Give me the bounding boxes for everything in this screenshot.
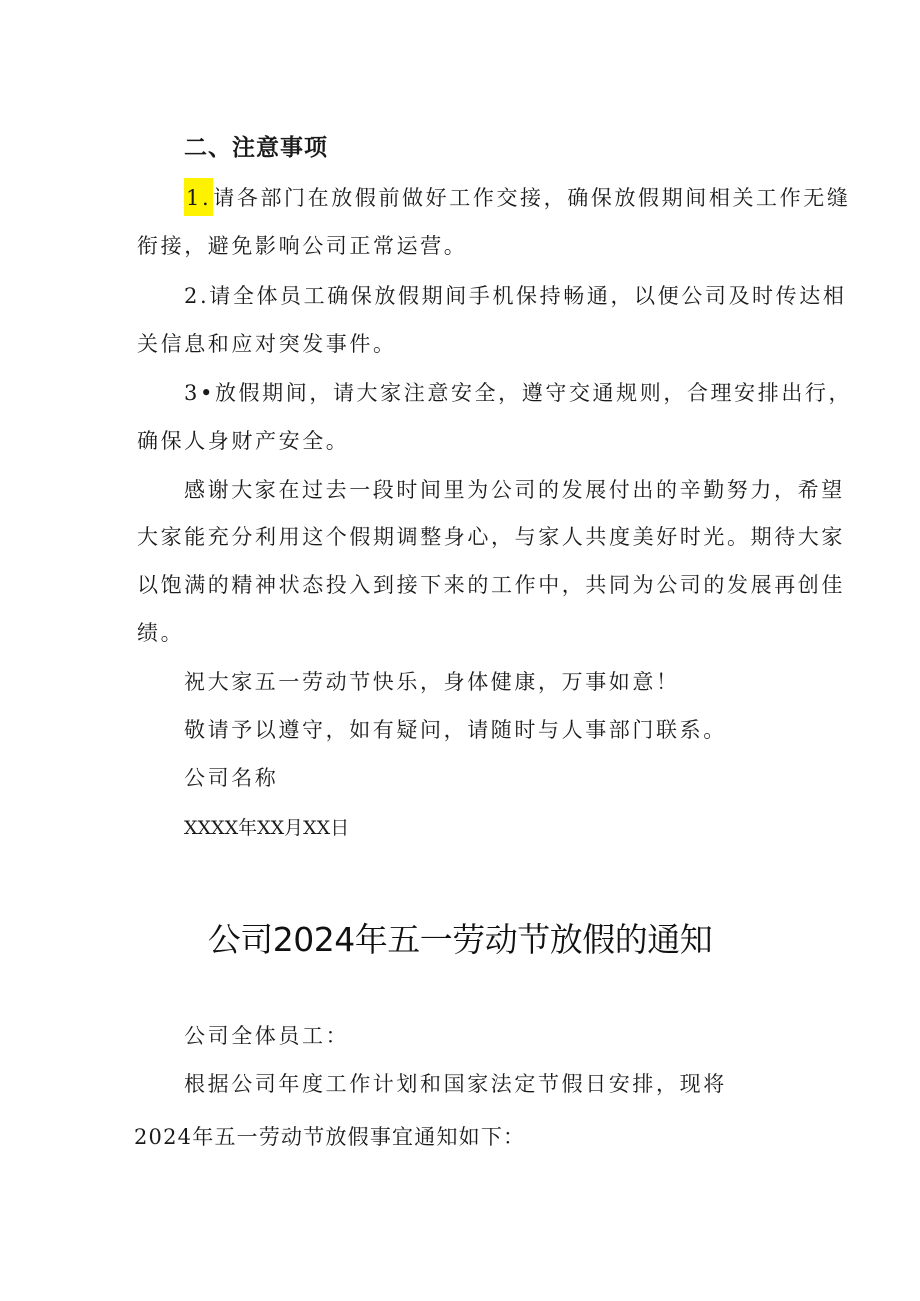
item-1-text: 请各部门在放假前做好工作交接，确保放假期间相关工作无缝: [213, 186, 851, 210]
list-item-2-line-2: 关信息和应对突发事件。: [137, 332, 397, 356]
section-heading: 二、注意事项: [184, 135, 328, 161]
list-item-3-line-2: 确保人身财产安全。: [137, 429, 350, 453]
item-3-number: 3•: [184, 381, 215, 405]
item-3-text: 放假期间，请大家注意安全，遵守交通规则，合理安排出行，: [214, 381, 853, 405]
intro-line-2: 2024年五一劳动节放假事宜通知如下：: [134, 1125, 526, 1149]
thanks-line-2: 大家能充分利用这个假期调整身心，与家人共度美好时光。期待大家: [137, 525, 845, 549]
item-2-text: 请全体员工确保放假期间手机保持畅通，以便公司及时传达相: [209, 284, 847, 308]
thanks-line-4: 绩。: [137, 621, 185, 645]
thanks-line-3: 以饱满的精神状态投入到接下来的工作中，共同为公司的发展再创佳: [137, 573, 845, 597]
notice-title: 公司2024年五一劳动节放假的通知: [207, 920, 713, 959]
document-date: XXXX年XX月XX日: [184, 817, 350, 839]
salutation: 公司全体员工：: [184, 1024, 350, 1048]
item-number-highlight: 1.: [184, 178, 213, 216]
contact-request: 敬请予以遵守，如有疑问，请随时与人事部门联系。: [184, 718, 727, 742]
company-name: 公司名称: [184, 766, 279, 790]
item-2-number: 2.: [184, 284, 210, 308]
holiday-wish: 祝大家五一劳动节快乐，身体健康，万事如意！: [184, 670, 680, 694]
intro-line-1: 根据公司年度工作计划和国家法定节假日安排，现将: [184, 1072, 727, 1096]
list-item-2-line-1: [184, 281, 846, 311]
list-item-3-line-1: [184, 378, 852, 408]
list-item-1-line-1: [184, 183, 850, 213]
list-item-1-line-2: 衔接，避免影响公司正常运营。: [137, 234, 468, 258]
thanks-line-1: 感谢大家在过去一段时间里为公司的发展付出的辛勤努力，希望: [184, 478, 845, 502]
